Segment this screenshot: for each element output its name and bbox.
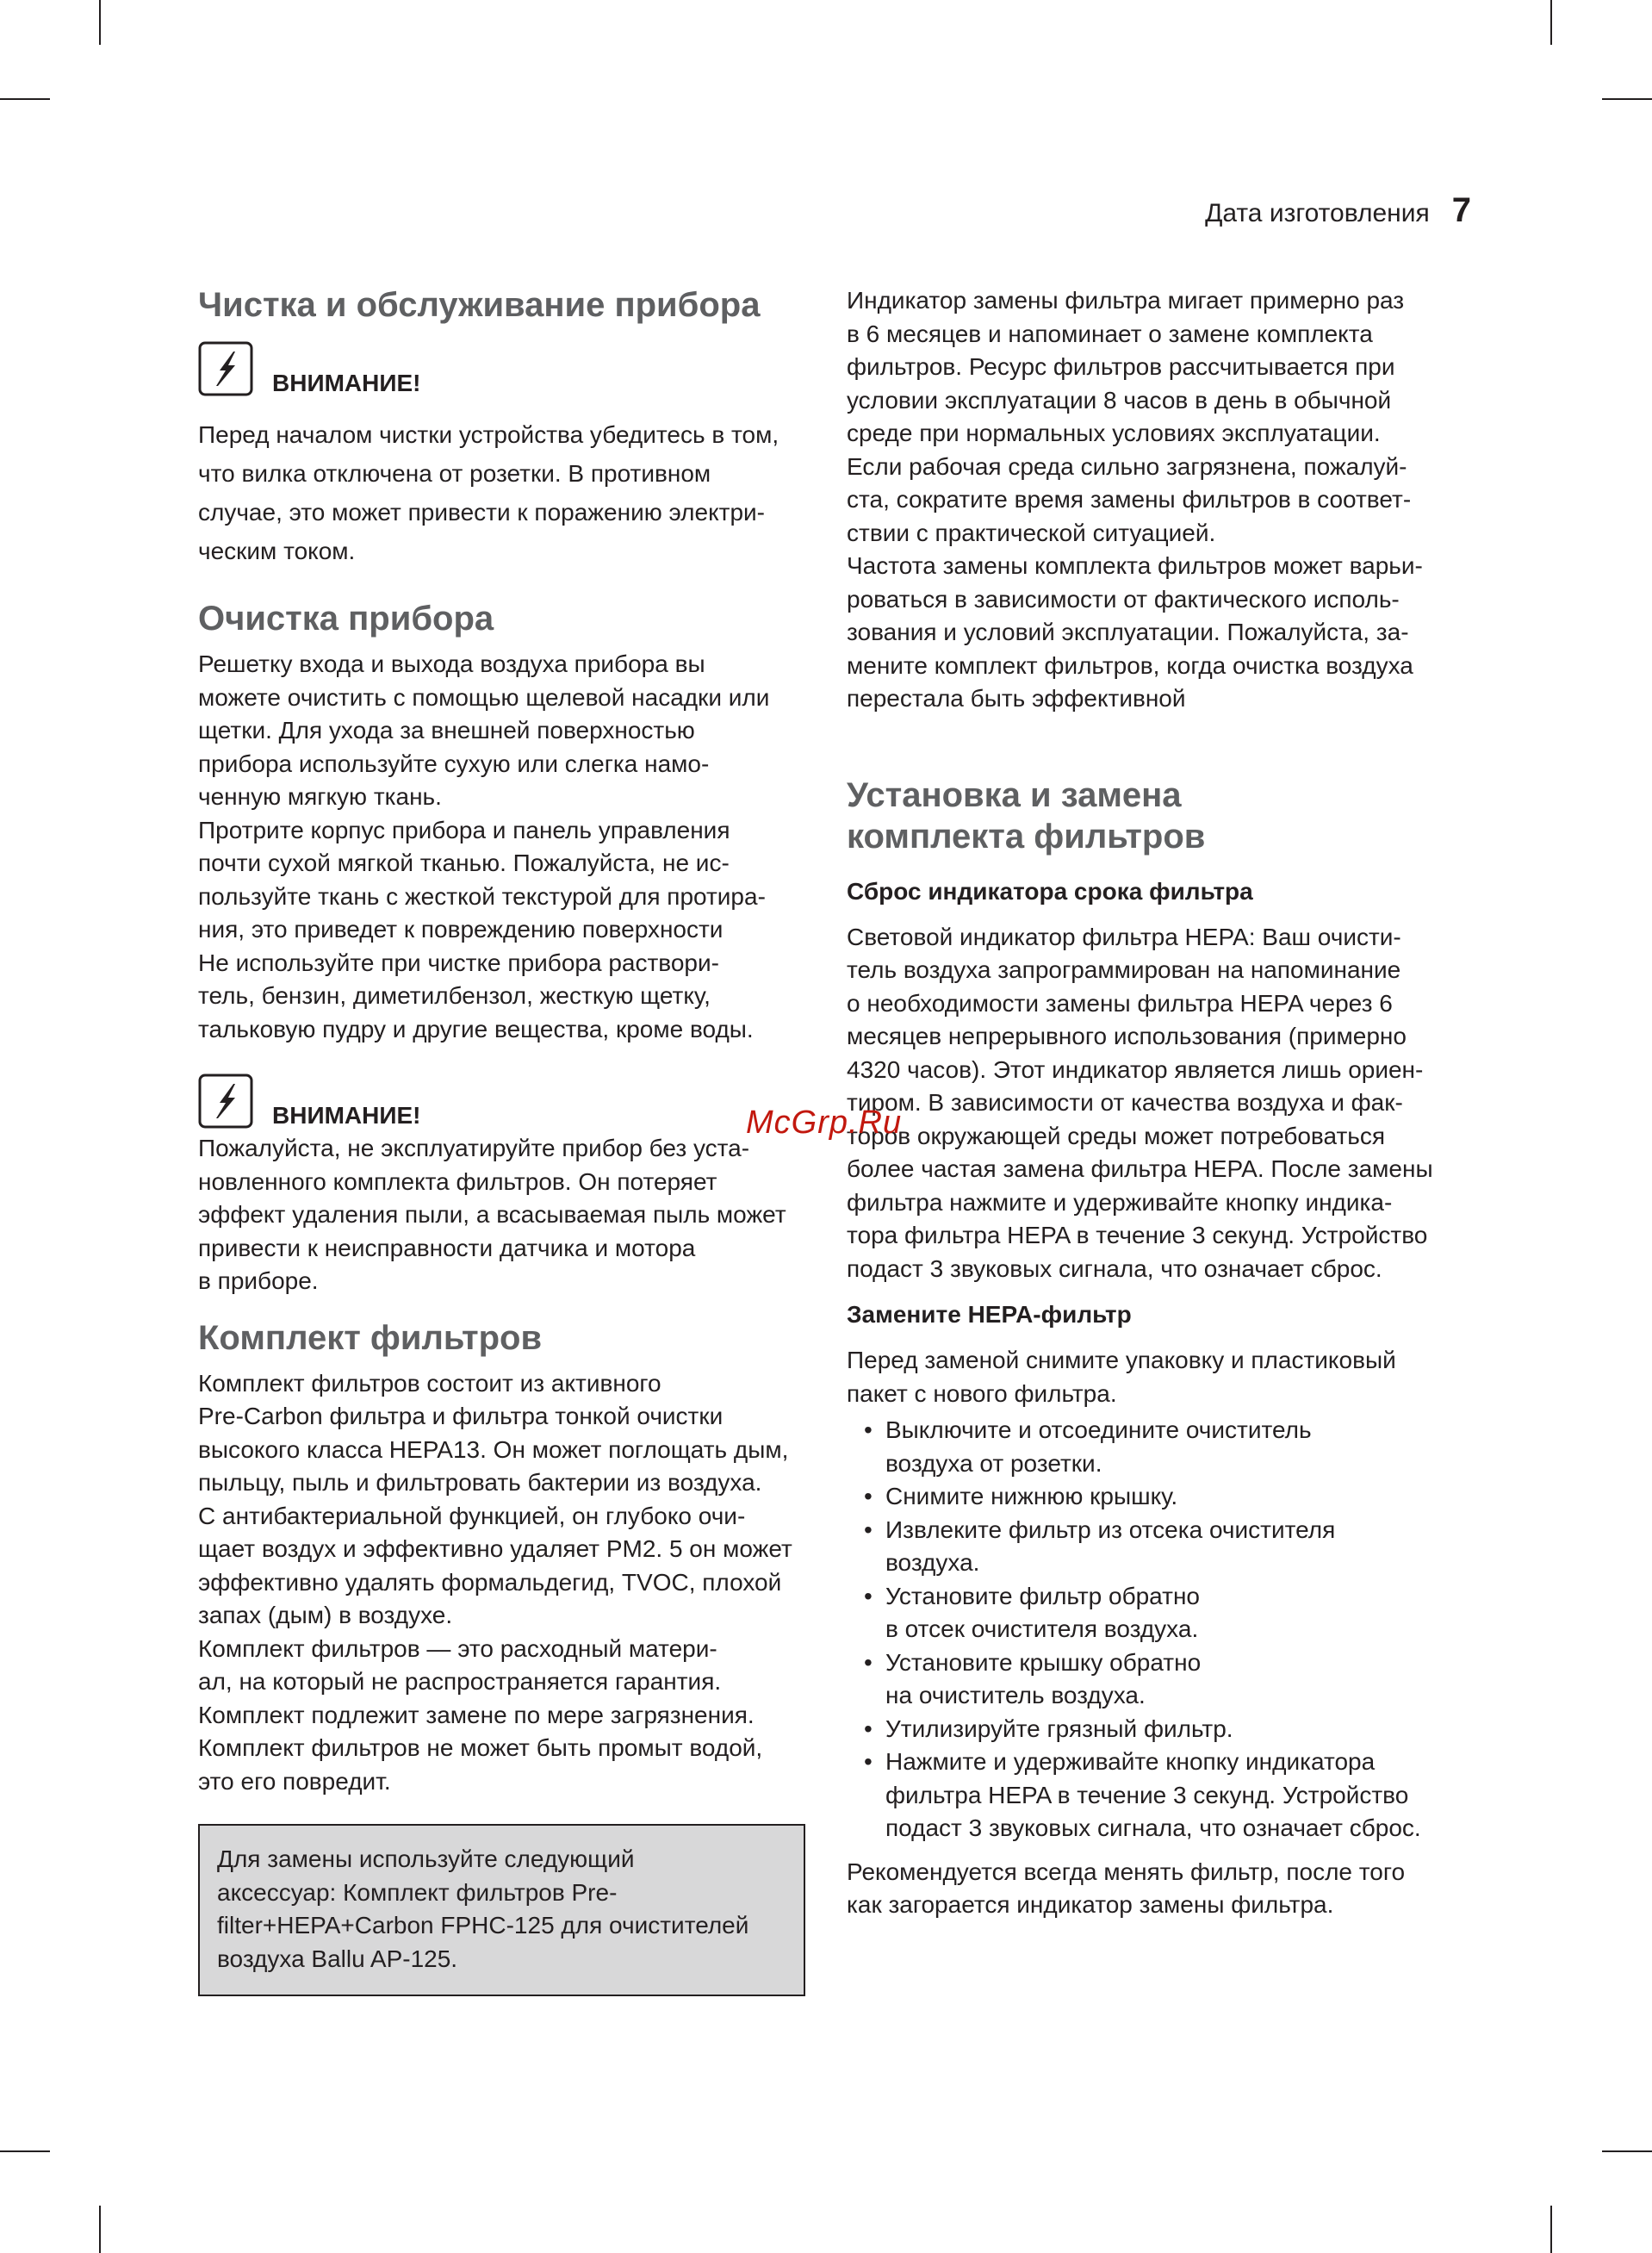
indicator-text (847, 284, 1454, 716)
bullet-icon: • (864, 1748, 873, 1775)
right-column (847, 284, 1454, 1922)
filters-text (198, 1367, 805, 1799)
warning-row (198, 1074, 805, 1129)
text-line: месяцев непрерывного использования (примерно (847, 1023, 1407, 1049)
crop-mark (0, 2150, 50, 2152)
text-line: фильтра нажмите и удерживайте кнопку индика- (847, 1188, 1393, 1216)
text-line: высокого класса HEPA13. Он может поглощать дым, (198, 1435, 789, 1463)
text-line: Перед заменой снимите упаковку и пластиковый (847, 1347, 1396, 1373)
text-line: Частота замены комплекта фильтров может варьи- (847, 552, 1423, 579)
crop-mark (1550, 2206, 1552, 2253)
text-line: подаст 3 звуковых сигнала, что означает сброс. (847, 1254, 1382, 1282)
note-line: аксессуар: Комплект фильтров Pre- (217, 1878, 618, 1906)
text-line: тиром. В зависимости от качества воздуха и фак- (847, 1089, 1403, 1116)
item-line: Утилизируйте грязный фильтр. (885, 1715, 1233, 1742)
text-line: в приборе. (198, 1267, 319, 1294)
text-line: щетки. Для ухода за внешней поверхностью (198, 717, 695, 744)
bullet-icon: • (864, 1416, 873, 1443)
section-heading-care: Чистка и обслуживание прибора (198, 286, 761, 324)
text-line: пакет с нового фильтра. (847, 1379, 1117, 1407)
text-line: привести к неисправности датчика и мотора (198, 1234, 696, 1261)
text-line: Pre-Carbon фильтра и фильтра тонкой очистки (198, 1403, 724, 1429)
subheading-replace: Замените HEPA-фильтр (847, 1301, 1132, 1328)
left-column (198, 284, 805, 1996)
text-line: Комплект подлежит замене по мере загрязнения. (198, 1701, 755, 1728)
text-line: торов окружающей среды может потребоваться (847, 1122, 1386, 1149)
text-line: зования и условий эксплуатации. Пожалуйста, за- (847, 619, 1409, 645)
text-line: эффективно удалять формальдегид, TVOC, плохой (198, 1568, 782, 1596)
item-line: Выключите и отсоедините очиститель (885, 1416, 1312, 1443)
text-line: роваться в зависимости от фактического исполь- (847, 585, 1400, 613)
text-line: Световой индикатор фильтра HEPA: Ваш очисти- (847, 923, 1401, 950)
item-line: воздуха от розетки. (885, 1449, 1102, 1477)
accessory-note-box (198, 1824, 805, 1996)
replace-steps-list (847, 1414, 1454, 1845)
text-line: Протрите корпус прибора и панель управления (198, 816, 730, 843)
text-line: Пожалуйста, не эксплуатируйте прибор без уста- (198, 1135, 750, 1161)
page-header (1205, 191, 1471, 230)
crop-mark (1602, 98, 1652, 100)
heading-line: комплекта фильтров (847, 817, 1206, 856)
heading-line: Установка и замена (847, 775, 1182, 814)
page-number: 7 (1451, 191, 1471, 229)
care-text (198, 415, 805, 570)
section-heading-filters: Комплект фильтров (198, 1318, 543, 1357)
watermark: McGrp.Ru (746, 1105, 903, 1141)
item-line: на очиститель воздуха. (885, 1682, 1146, 1708)
text-line: С антибактериальной функцией, он глубоко очи- (198, 1502, 746, 1529)
item-line: Снимите нижнюю крышку. (885, 1483, 1178, 1509)
text-line: почти сухой мягкой тканью. Пожалуйста, не ис- (198, 850, 730, 876)
warning2-text (198, 1132, 805, 1298)
item-line: Извлеките фильтр из отсека очистителя (885, 1515, 1336, 1543)
text-line: прибора используйте сухую или слегка намо- (198, 750, 710, 777)
section-heading-install (847, 775, 1454, 857)
list-item (847, 1414, 1454, 1480)
item-line: Установите фильтр обратно (885, 1582, 1200, 1609)
electric-hazard-icon (198, 341, 253, 396)
bullet-icon: • (864, 1483, 873, 1509)
text-line: тель, бензин, диметилбензол, жесткую щетку, (198, 982, 711, 1009)
text-line: 4320 часов). Этот индикатор является лишь ориен- (847, 1055, 1424, 1083)
text-line: Комплект фильтров состоит из активного (198, 1369, 661, 1397)
note-line: Для замены используйте следующий (217, 1845, 635, 1872)
replace-intro (847, 1344, 1454, 1410)
list-item (847, 1480, 1454, 1514)
text-line: что вилка отключена от розетки. В противном (198, 460, 711, 487)
text-line: тора фильтра HEPA в течение 3 секунд. Устройство (847, 1222, 1428, 1248)
text-line: эффект удаления пыли, а всасываемая пыль может (198, 1201, 786, 1228)
text-line: новленного комплекта фильтров. Он потеряет (198, 1167, 717, 1195)
item-line: Установите крышку обратно (885, 1648, 1202, 1676)
text-line: о необходимости замены фильтра HEPA через 6 (847, 989, 1393, 1017)
item-line: в отсек очистителя воздуха. (885, 1615, 1199, 1642)
text-line: ствии с практической ситуацией. (847, 519, 1216, 546)
text-line: Рекомендуется всегда менять фильтр, после того (847, 1858, 1406, 1885)
item-line: подаст 3 звуковых сигнала, что означает сброс. (885, 1814, 1421, 1841)
text-line: пользуйте ткань с жесткой текстурой для протира- (198, 882, 766, 910)
text-line: условии эксплуатации 8 часов в день в обычной (847, 386, 1392, 414)
text-line: ал, на который не распространяется гарантия. (198, 1668, 722, 1695)
warning-label: ВНИМАНИЕ! (272, 370, 421, 396)
text-line: в 6 месяцев и напоминает о замене комплекта (847, 320, 1373, 347)
list-item (847, 1646, 1454, 1713)
text-line: Если рабочая среда сильно загрязнена, пожалуй- (847, 452, 1407, 480)
crop-mark (99, 0, 101, 45)
electric-hazard-icon (198, 1074, 253, 1129)
text-line: тальковую пудру и другие вещества, кроме воды. (198, 1015, 754, 1042)
bullet-icon: • (864, 1582, 873, 1609)
text-line: пыльцу, пыль и фильтровать бактерии из воздуха. (198, 1469, 762, 1496)
list-item (847, 1580, 1454, 1646)
item-line: воздуха. (885, 1549, 980, 1576)
text-line: Перед началом чистки устройства убедитесь в том, (198, 421, 779, 448)
text-line: Комплект фильтров не может быть промыт водой, (198, 1734, 763, 1761)
text-line: ческим током. (198, 538, 356, 564)
list-item (847, 1746, 1454, 1845)
note-line: filter+HEPA+Carbon FPHC-125 для очистителей (217, 1912, 749, 1939)
warning-label: ВНИМАНИЕ! (272, 1102, 421, 1129)
text-line: Решетку входа и выхода воздуха прибора вы (198, 650, 705, 677)
bullet-icon: • (864, 1715, 873, 1742)
item-line: фильтра HEPA в течение 3 секунд. Устройство (885, 1781, 1409, 1808)
text-line: мените комплект фильтров, когда очистка воздуха (847, 651, 1413, 679)
list-item (847, 1713, 1454, 1746)
text-line: ченную мягкую ткань. (198, 783, 442, 810)
warning-row (198, 341, 805, 396)
crop-mark (99, 2206, 101, 2253)
bullet-icon: • (864, 1515, 873, 1543)
text-line: запах (дым) в воздухе. (198, 1602, 453, 1628)
text-line: ния, это приведет к повреждению поверхности (198, 916, 724, 943)
subheading-reset: Сброс индикатора срока фильтра (847, 877, 1253, 905)
text-line: ста, сократите время замены фильтров в соответ- (847, 486, 1412, 513)
text-line: фильтров. Ресурс фильтров рассчитывается при (847, 353, 1395, 380)
text-line: среде при нормальных условиях эксплуатации. (847, 420, 1381, 446)
crop-mark (0, 98, 50, 100)
text-line: перестала быть эффективной (847, 685, 1186, 712)
text-line: более частая замена фильтра HEPA. После замены (847, 1155, 1433, 1182)
section-heading-cleaning: Очистка прибора (198, 600, 494, 638)
text-line: Не используйте при чистке прибора раствори- (198, 949, 719, 976)
header-title: Дата изготовления (1205, 199, 1430, 227)
item-line: Нажмите и удерживайте кнопку индикатора (885, 1748, 1376, 1775)
text-line: можете очистить с помощью щелевой насадки или (198, 683, 770, 711)
text-line: Индикатор замены фильтра мигает примерно раз (847, 287, 1405, 314)
text-line: это его повредит. (198, 1767, 391, 1795)
text-line: как загорается индикатор замены фильтра. (847, 1891, 1334, 1918)
text-line: Комплект фильтров — это расходный матери- (198, 1634, 717, 1662)
crop-mark (1602, 2150, 1652, 2152)
list-item (847, 1514, 1454, 1580)
crop-mark (1550, 0, 1552, 45)
text-line: тель воздуха запрограммирован на напоминание (847, 956, 1401, 983)
bullet-icon: • (864, 1648, 873, 1676)
note-line: воздуха Ballu AP-125. (217, 1945, 458, 1972)
replace-closing (847, 1856, 1454, 1922)
reset-text (847, 921, 1454, 1286)
cleaning-text (198, 648, 805, 1046)
text-line: щает воздух и эффективно удаляет PM2. 5 он может (198, 1535, 792, 1562)
text-line: случае, это может привести к поражению электри- (198, 499, 765, 526)
